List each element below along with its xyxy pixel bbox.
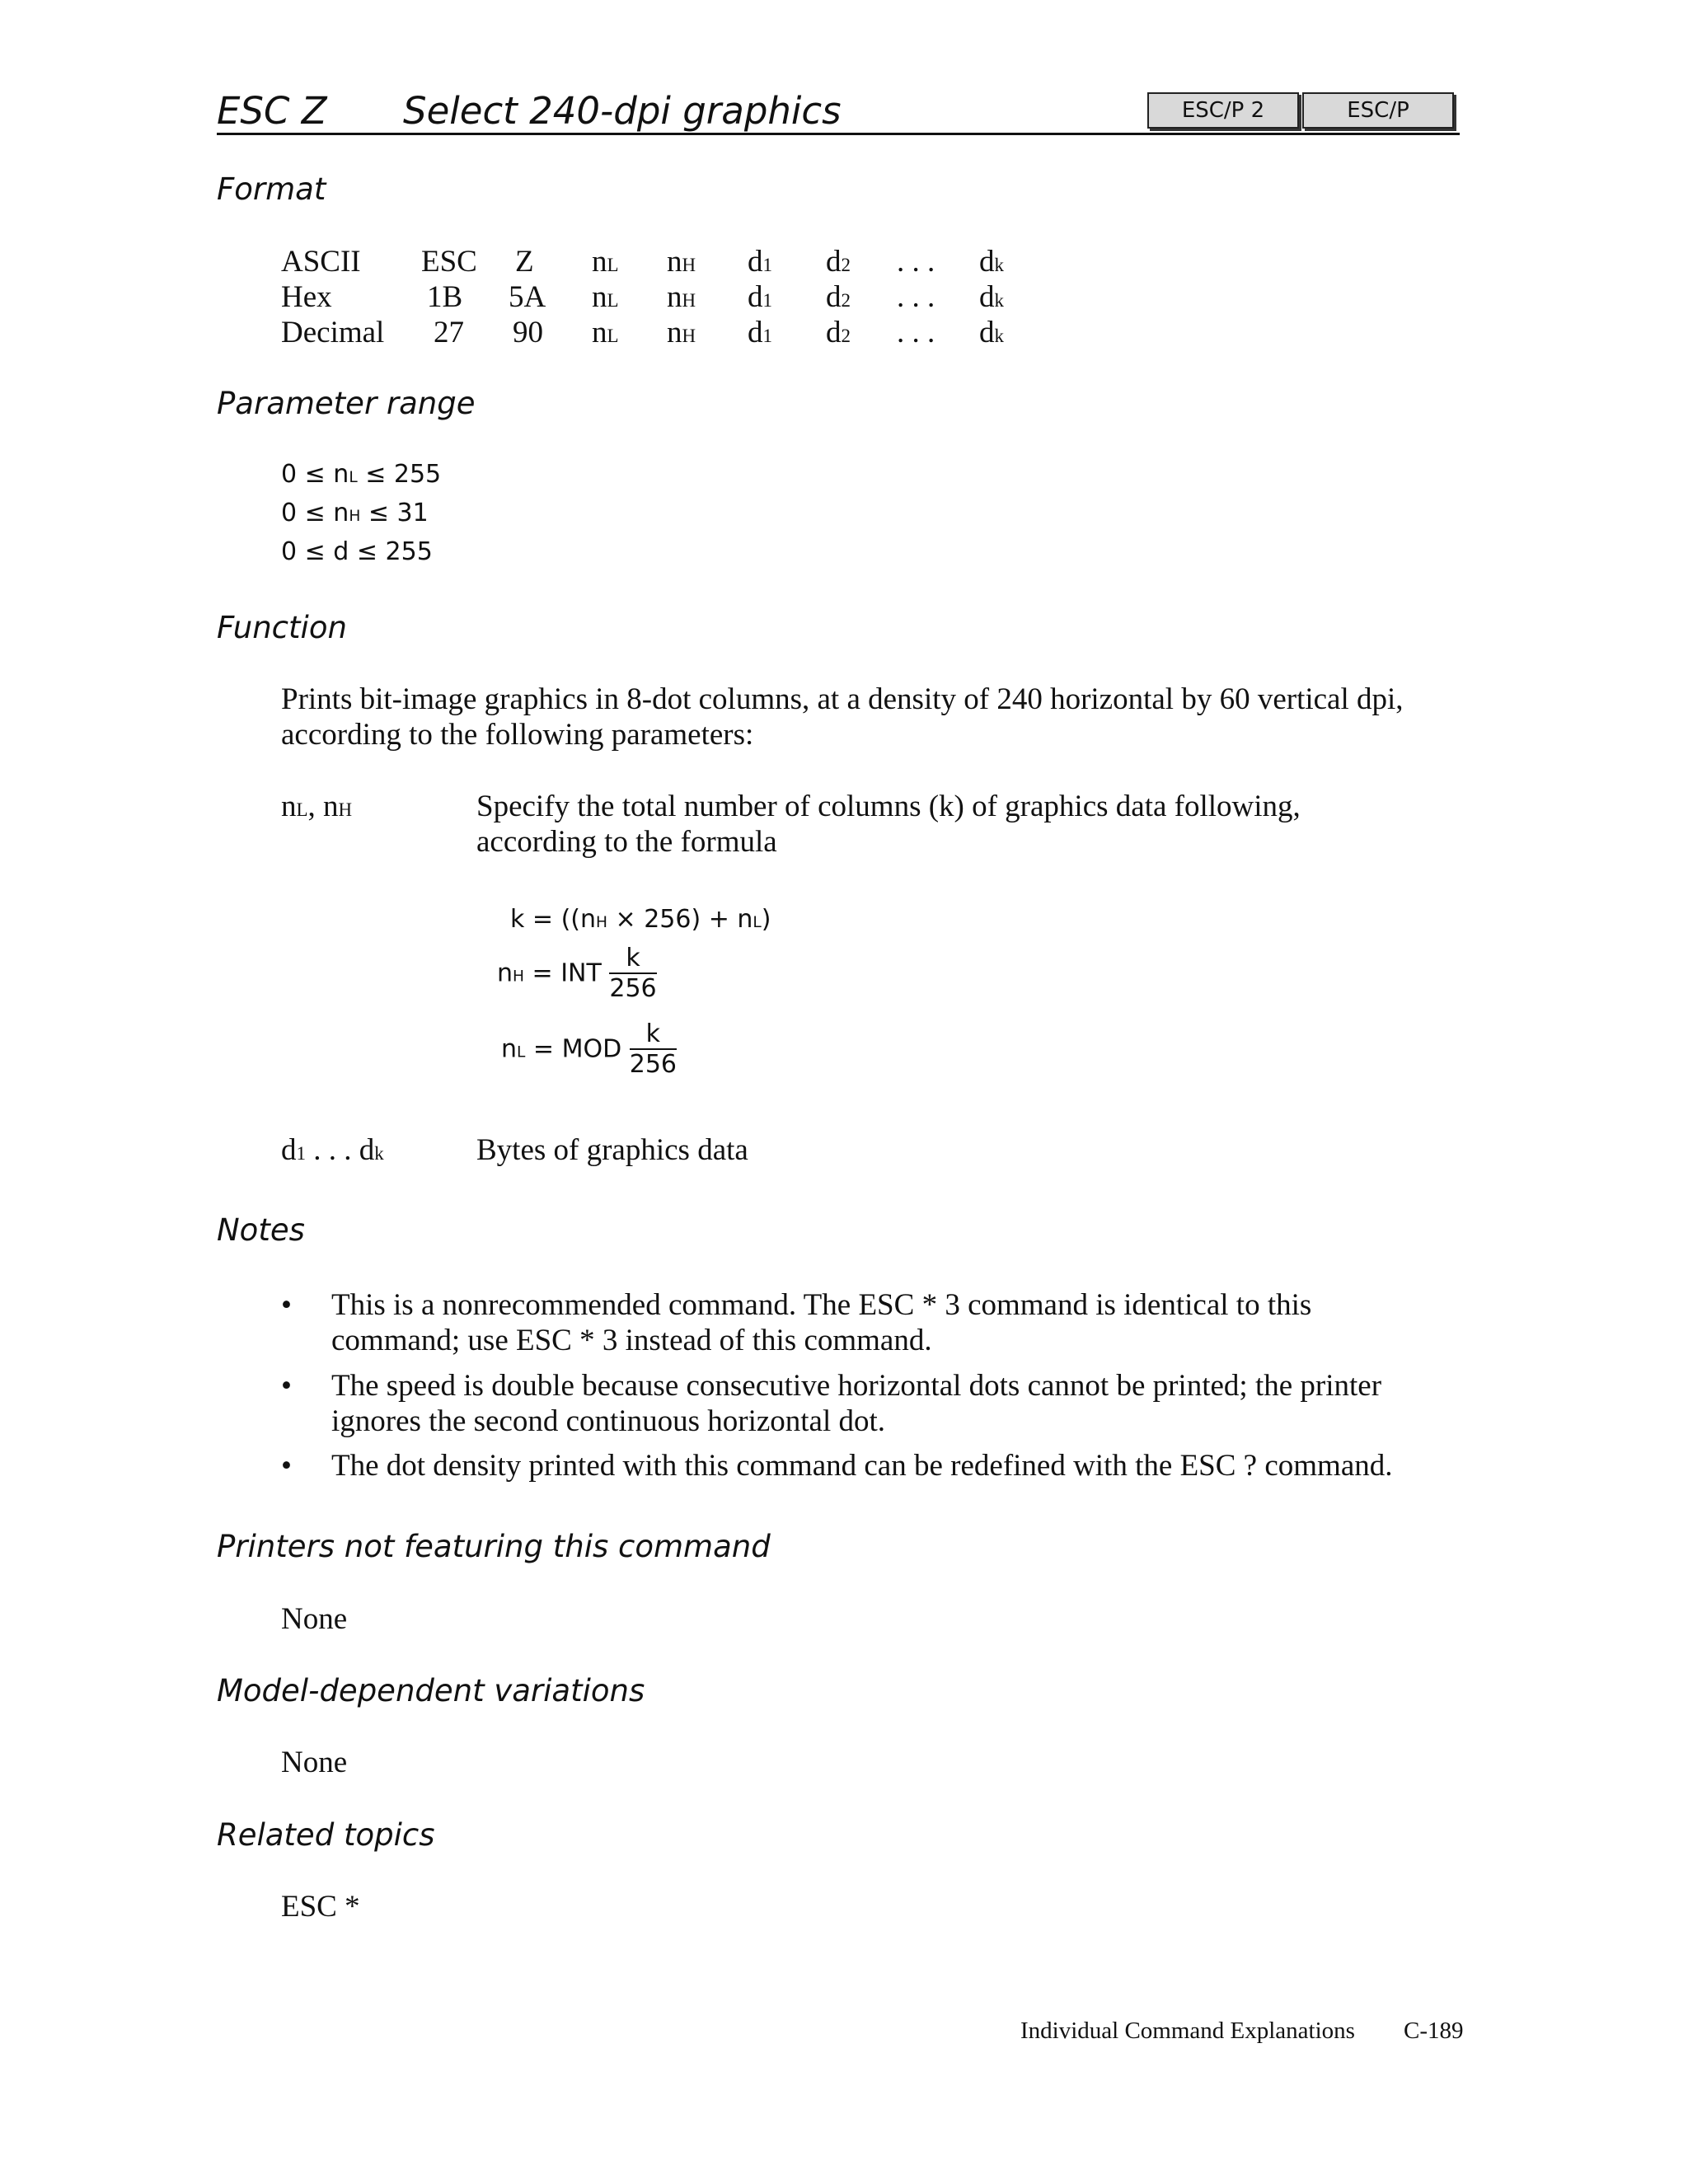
format-row-label: Decimal	[281, 316, 385, 349]
footer-section: Individual Command Explanations	[1020, 2018, 1355, 2044]
function-param-term: nL, nH	[281, 790, 353, 823]
tag-escp: ESC/P	[1302, 92, 1454, 129]
format-param-dk: dk	[979, 316, 1004, 349]
format-row-label: Hex	[281, 280, 332, 314]
function-param-desc: Specify the total number of columns (k) of graphics data following, according to the formula	[476, 790, 1301, 859]
bullet: •	[281, 1449, 292, 1483]
command-code: ESC Z	[217, 89, 327, 133]
format-param-d1: d1	[748, 316, 772, 349]
format-param-dk: dk	[979, 280, 1004, 314]
fraction: $\frac{k}{256}$	[629, 1019, 677, 1079]
format-param-d1: d1	[748, 245, 772, 279]
format-heading: Format	[217, 171, 326, 207]
format-ellipsis: . . .	[897, 245, 935, 279]
function-intro: Prints bit-image graphics in 8-dot columns, at a density of 240 horizontal by 60 vertical dpi, according to the following parameters:	[281, 682, 1404, 752]
function-heading: Function	[217, 610, 347, 645]
range-line: 0 ≤ nL ≤ 255	[281, 460, 442, 489]
related-topics-heading: Related topics	[217, 1817, 435, 1853]
format-ellipsis: . . .	[897, 316, 935, 349]
format-ellipsis: . . .	[897, 280, 935, 314]
formula-nh: nH = INT $\frac{k}{256}$	[497, 944, 657, 1003]
format-param-nl: nL	[592, 280, 619, 314]
format-param-nh: nH	[667, 316, 696, 349]
formula-k: k = ((nH × 256) + nL)	[510, 905, 771, 934]
related-topics-text: ESC *	[281, 1890, 360, 1924]
model-variations-heading: Model-dependent variations	[217, 1673, 645, 1708]
formula-nl: nL = MOD $\frac{k}{256}$	[501, 1019, 677, 1079]
function-param-desc: Bytes of graphics data	[476, 1133, 748, 1167]
note-item: This is a nonrecommended command. The ESC * 3 command is identical to this command; use ESC * 3 instead of this command.	[331, 1288, 1312, 1357]
notes-heading: Notes	[217, 1212, 305, 1248]
note-item: The dot density printed with this command can be redefined with the ESC ? command.	[331, 1449, 1393, 1483]
format-param-nl: nL	[592, 245, 619, 279]
format-cell: 90	[513, 316, 543, 349]
format-row-label: ASCII	[281, 245, 361, 279]
format-param-d2: d2	[826, 316, 851, 349]
format-cell: 5A	[509, 280, 546, 314]
fraction: $\frac{k}{256}$	[609, 944, 657, 1003]
range-line: 0 ≤ d ≤ 255	[281, 537, 433, 566]
bullet: •	[281, 1369, 292, 1403]
page-title: Select 240-dpi graphics	[403, 89, 842, 133]
format-param-d2: d2	[826, 245, 851, 279]
function-param-term: d1 . . . dk	[281, 1133, 384, 1167]
format-cell: Z	[515, 245, 534, 279]
page-number: C-189	[1404, 2018, 1464, 2044]
printers-not-featuring-heading: Printers not featuring this command	[217, 1529, 771, 1564]
printers-not-featuring-text: None	[281, 1602, 348, 1636]
bullet: •	[281, 1288, 292, 1322]
format-cell: 27	[434, 316, 464, 349]
header-rule	[217, 133, 1460, 135]
format-param-nl: nL	[592, 316, 619, 349]
format-cell: 1B	[427, 280, 463, 314]
format-param-d1: d1	[748, 280, 772, 314]
tag-escp2: ESC/P 2	[1147, 92, 1299, 129]
parameter-range-heading: Parameter range	[217, 386, 476, 421]
format-cell: ESC	[421, 245, 477, 279]
note-item: The speed is double because consecutive horizontal dots cannot be printed; the printer ignores the second continuous horizontal dot.	[331, 1369, 1382, 1438]
format-param-nh: nH	[667, 280, 696, 314]
format-param-d2: d2	[826, 280, 851, 314]
format-param-dk: dk	[979, 245, 1004, 279]
range-line: 0 ≤ nH ≤ 31	[281, 499, 429, 527]
model-variations-text: None	[281, 1746, 348, 1779]
format-param-nh: nH	[667, 245, 696, 279]
